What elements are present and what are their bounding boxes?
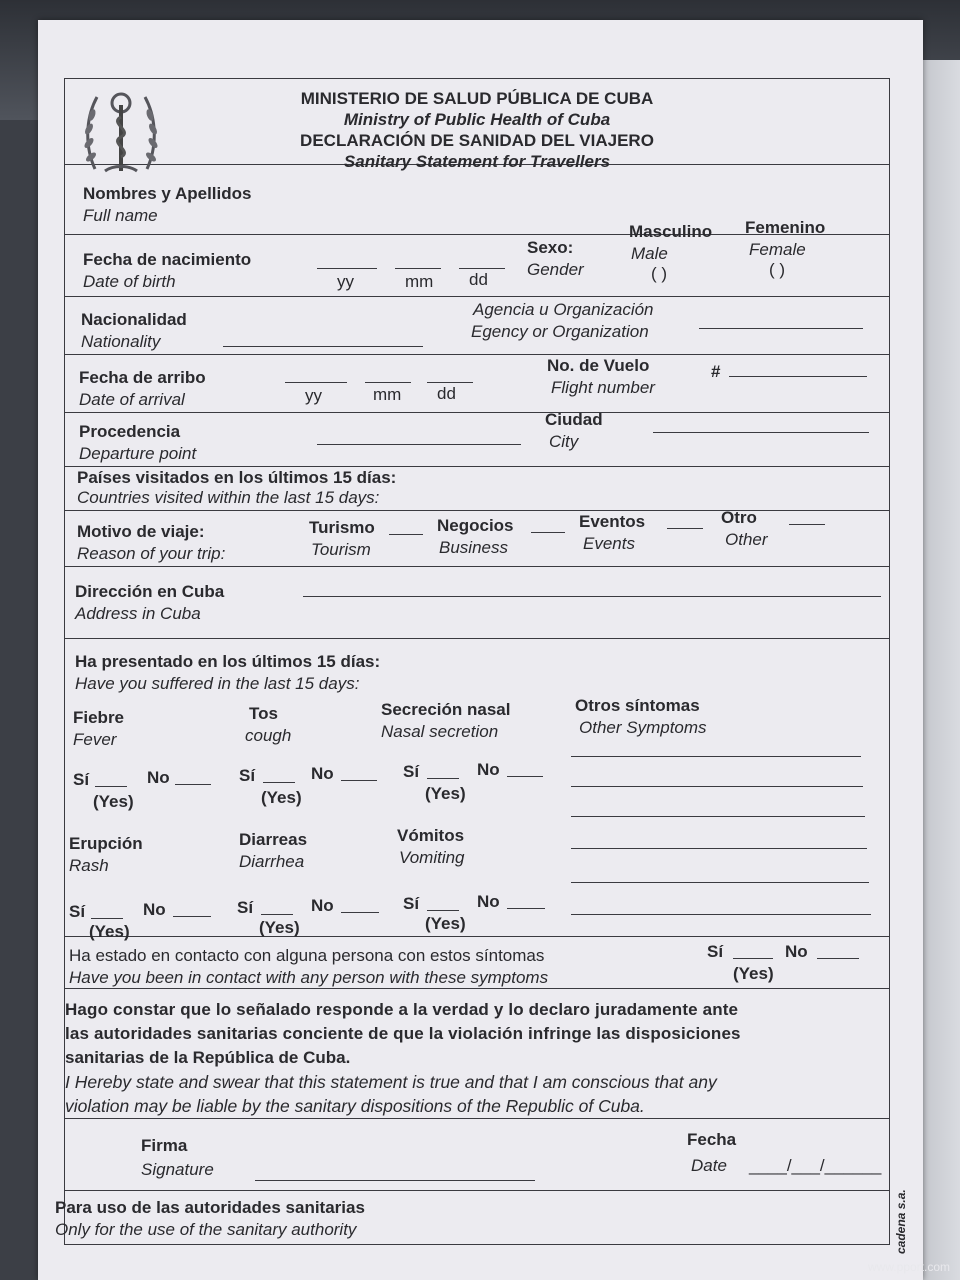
nasal-yes-field[interactable] <box>427 778 459 779</box>
form-header <box>65 79 889 171</box>
form-title-en: Sanitary Statement for Travellers <box>343 152 611 171</box>
vomiting-no-field[interactable] <box>507 908 545 909</box>
other-symptoms-line-1[interactable] <box>571 756 861 757</box>
birth-dd-field[interactable] <box>459 268 505 269</box>
agency-label: Agencia u Organización <box>473 300 654 319</box>
reason-other-label: Otro <box>721 508 757 527</box>
fever-label: Fiebre <box>73 708 125 727</box>
nasal-secretion-label-en: Nasal secretion <box>381 722 499 741</box>
gender-label: Sexo: <box>527 238 574 257</box>
reason-label-en: Reason of your trip: <box>77 544 226 563</box>
address-label-en: Address in Cuba <box>75 604 201 623</box>
contact-yes-en: (Yes) <box>733 964 774 983</box>
arrival-row <box>65 354 889 413</box>
nationality-label-en: Nationality <box>81 332 161 351</box>
female-label-en: Female <box>749 240 806 259</box>
countries-row <box>65 466 889 511</box>
reason-label: Motivo de viaje: <box>77 522 205 541</box>
other-symptoms-line-5[interactable] <box>571 882 869 883</box>
signature-label-en: Signature <box>141 1160 214 1179</box>
diarrhea-yes-field[interactable] <box>261 914 293 915</box>
vomiting-label: Vómitos <box>397 826 465 845</box>
nationality-row <box>65 296 889 355</box>
declaration-section <box>65 988 889 1119</box>
cough-label-en: cough <box>245 726 292 745</box>
authority-label: Para uso de las autoridades sanitarias <box>55 1198 365 1217</box>
declaration-es-line-2: las autoridades sanitarias conciente de que la violación infringe las disposiciones <box>65 1024 741 1043</box>
cough-no-label: No <box>311 764 334 783</box>
fever-no-field[interactable] <box>175 784 211 785</box>
contact-no-label: No <box>785 942 808 961</box>
birth-label-en: Date of birth <box>83 272 176 291</box>
reason-business-label-en: Business <box>439 538 508 557</box>
declaration-es-line-1: Hago constar que lo señalado responde a la verdad y lo declaro juradamente ante <box>65 1000 739 1019</box>
flight-number-field[interactable] <box>729 376 867 377</box>
other-symptoms-line-6[interactable] <box>571 914 871 915</box>
departure-field[interactable] <box>317 444 521 445</box>
declaration-form <box>55 78 890 1245</box>
departure-row <box>65 412 889 467</box>
reason-events-label-en: Events <box>583 534 635 553</box>
signature-label: Firma <box>141 1136 188 1155</box>
contact-no-field[interactable] <box>817 958 859 959</box>
reason-other-field[interactable] <box>789 524 825 525</box>
watermark: www.pport.com <box>867 1260 950 1274</box>
full-name-label-en: Full name <box>83 206 158 225</box>
rash-label-en: Rash <box>69 856 109 875</box>
female-checkbox[interactable]: ( ) <box>769 260 786 279</box>
departure-label: Procedencia <box>79 422 181 441</box>
cough-no-field[interactable] <box>341 780 377 781</box>
arrival-label-en: Date of arrival <box>79 390 185 409</box>
authority-label-en: Only for the use of the sanitary authority <box>55 1220 357 1239</box>
birth-yy-field[interactable] <box>317 268 377 269</box>
paper-sheet <box>38 20 923 1280</box>
arrival-mm-label: mm <box>373 385 402 404</box>
signature-field[interactable] <box>255 1180 535 1181</box>
other-symptoms-line-4[interactable] <box>571 848 867 849</box>
nasal-yes-label: Sí <box>403 762 420 781</box>
authority-row <box>55 1190 889 1244</box>
diarrhea-no-field[interactable] <box>341 912 379 913</box>
reason-business-label: Negocios <box>437 516 514 535</box>
birth-row <box>65 218 889 297</box>
birth-label: Fecha de nacimiento <box>83 250 252 269</box>
arrival-yy-label: yy <box>305 386 322 405</box>
cough-yes-field[interactable] <box>263 782 295 783</box>
declaration-es-line-3: sanitarias de la República de Cuba. <box>65 1048 351 1067</box>
flight-label-en: Flight number <box>551 378 655 397</box>
symptoms-label-en: Have you suffered in the last 15 days: <box>75 674 360 693</box>
female-label: Femenino <box>745 218 826 237</box>
address-row <box>65 566 889 639</box>
declaration-en-line-1: I Hereby state and swear that this statement is true and that I am conscious that any <box>65 1072 717 1092</box>
printer-mark <box>890 1120 920 1260</box>
printer-brand: cadena s.a. <box>894 1189 908 1254</box>
contact-row <box>65 936 889 989</box>
cough-label: Tos <box>249 704 278 723</box>
flight-label: No. de Vuelo <box>547 356 650 375</box>
flight-hash: # <box>711 362 721 381</box>
arrival-mm-field[interactable] <box>365 382 411 383</box>
fever-no-label: No <box>147 768 170 787</box>
reason-events-field[interactable] <box>667 528 703 529</box>
fever-yes-field[interactable] <box>95 786 127 787</box>
gender-label-en: Gender <box>527 260 584 279</box>
date-label: Fecha <box>687 1130 737 1149</box>
birth-mm-field[interactable] <box>395 268 441 269</box>
rash-no-label: No <box>143 900 166 919</box>
address-field[interactable] <box>303 596 881 597</box>
other-symptoms-label: Otros síntomas <box>575 696 700 715</box>
date-field[interactable]: ____/___/______ <box>749 1156 882 1175</box>
diarrhea-label: Diarreas <box>239 830 308 849</box>
reason-row <box>65 510 889 567</box>
full-name-label: Nombres y Apellidos <box>83 184 252 203</box>
birth-dd-label: dd <box>469 270 488 289</box>
nasal-secretion-label: Secreción nasal <box>381 700 511 719</box>
symptoms-label: Ha presentado en los últimos 15 días: <box>75 652 381 671</box>
vomiting-yes-field[interactable] <box>427 910 459 911</box>
reason-tourism-label: Turismo <box>309 518 375 537</box>
diarrhea-no-label: No <box>311 896 334 915</box>
date-label-en: Date <box>691 1156 727 1175</box>
birth-mm-label: mm <box>405 272 434 291</box>
nasal-no-field[interactable] <box>507 776 543 777</box>
city-label-en: City <box>549 432 579 451</box>
contact-yes-field[interactable] <box>733 958 773 959</box>
city-label: Ciudad <box>545 410 603 429</box>
reason-events-label: Eventos <box>579 512 646 531</box>
other-symptoms-line-2[interactable] <box>571 786 863 787</box>
vomiting-no-label: No <box>477 892 500 911</box>
vomiting-yes-label: Sí <box>403 894 420 913</box>
contact-label: Ha estado en contacto con alguna persona con estos síntomas <box>69 946 545 965</box>
city-field[interactable] <box>653 432 869 433</box>
cough-yes-label: Sí <box>239 766 256 785</box>
other-symptoms-line-3[interactable] <box>571 816 865 817</box>
male-checkbox[interactable]: ( ) <box>651 264 668 283</box>
agency-label-en: Egency or Organization <box>471 322 649 341</box>
reason-other-label-en: Other <box>725 530 768 549</box>
countries-label: Países visitados en los últimos 15 días: <box>77 468 397 487</box>
address-label: Dirección en Cuba <box>75 582 225 601</box>
other-symptoms-label-en: Other Symptoms <box>579 718 707 737</box>
male-label-en: Male <box>631 244 668 263</box>
symptoms-section <box>65 638 889 941</box>
rash-label: Erupción <box>69 834 143 853</box>
ministry-title-en: Ministry of Public Health of Cuba <box>343 110 611 129</box>
signature-row <box>65 1118 889 1191</box>
vomiting-yes-en: (Yes) <box>425 914 466 933</box>
nationality-field[interactable] <box>223 346 423 347</box>
birth-yy-label: yy <box>337 272 354 291</box>
male-label: Masculino <box>629 222 713 241</box>
rash-no-field[interactable] <box>173 916 211 917</box>
vomiting-label-en: Vomiting <box>399 848 465 867</box>
arrival-label: Fecha de arribo <box>79 368 206 387</box>
reason-tourism-field[interactable] <box>389 534 423 535</box>
fever-yes-label: Sí <box>73 770 90 789</box>
fever-label-en: Fever <box>73 730 117 749</box>
arrival-dd-field[interactable] <box>427 382 473 383</box>
nasal-yes-en: (Yes) <box>425 784 466 803</box>
cough-yes-en: (Yes) <box>261 788 302 807</box>
arrival-dd-label: dd <box>437 384 456 403</box>
countries-label-en: Countries visited within the last 15 days: <box>77 488 380 507</box>
form-title-es: DECLARACIÓN DE SANIDAD DEL VIAJERO <box>300 131 654 150</box>
rash-yes-label: Sí <box>69 902 86 921</box>
arrival-yy-field[interactable] <box>285 382 347 383</box>
agency-field[interactable] <box>699 328 863 329</box>
nationality-label: Nacionalidad <box>81 310 187 329</box>
rash-yes-field[interactable] <box>91 918 123 919</box>
diarrhea-label-en: Diarrhea <box>239 852 305 871</box>
nasal-no-label: No <box>477 760 500 779</box>
reason-tourism-label-en: Tourism <box>311 540 371 559</box>
ministry-title-es: MINISTERIO DE SALUD PÚBLICA DE CUBA <box>300 89 654 108</box>
declaration-en-line-2: violation may be liable by the sanitary dispositions of the Republic of Cuba. <box>65 1096 645 1116</box>
diarrhea-yes-label: Sí <box>237 898 254 917</box>
fever-yes-en: (Yes) <box>93 792 134 811</box>
contact-label-en: Have you been in contact with any person with these symptoms <box>69 968 549 987</box>
departure-label-en: Departure point <box>79 444 197 463</box>
contact-yes-label: Sí <box>707 942 724 961</box>
reason-business-field[interactable] <box>531 532 565 533</box>
diarrhea-yes-en: (Yes) <box>259 918 300 937</box>
rash-yes-en: (Yes) <box>89 922 130 941</box>
